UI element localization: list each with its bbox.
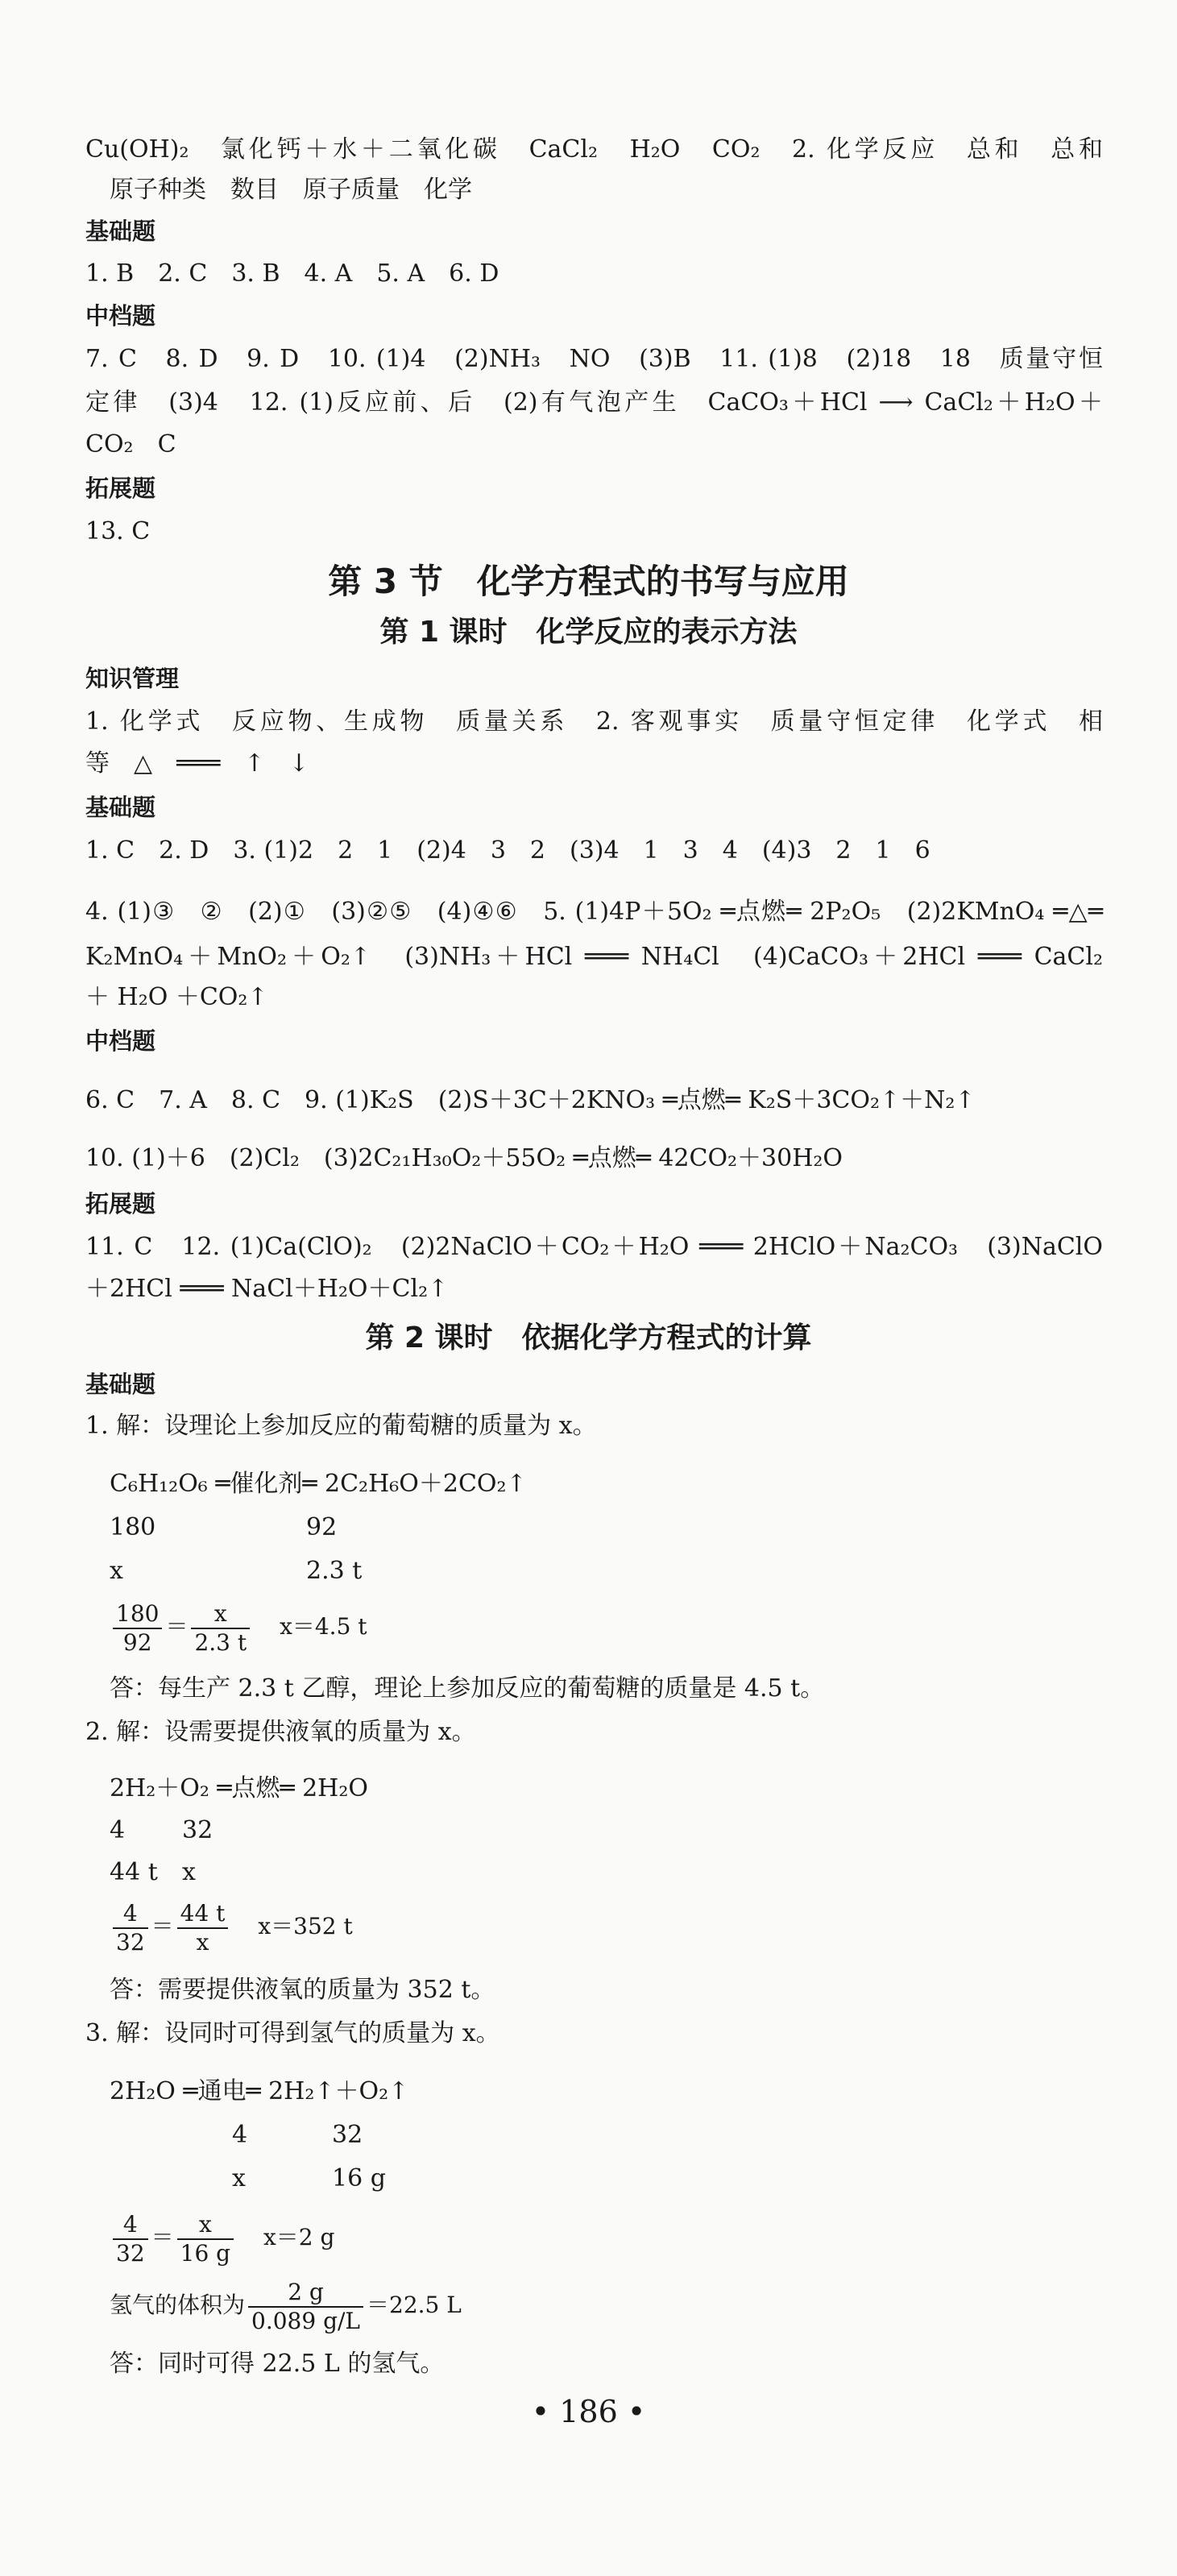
fraction: $\frac{2 g}{0.089 g/L}$	[248, 2279, 363, 2335]
fraction: $\frac{44 t}{x}$	[177, 1900, 229, 1956]
answer-statement: 答：同时可得 22.5 L 的氢气。	[110, 2350, 445, 2378]
result: x＝352 t	[258, 1913, 353, 1939]
answer-line: 10. (1)＋6 (2)Cl₂ (3)2C₂₁H₃₀O₂＋55O₂ ═点燃═ 42CO₂＋30H₂O	[85, 1144, 843, 1172]
answer-line: 6. C 7. A 8. C 9. (1)K₂S (2)S＋3C＋2KNO₃ ═点燃═ K₂S＋3CO₂↑＋N₂↑	[85, 1086, 976, 1114]
result: x＝4.5 t	[280, 1613, 367, 1640]
variable-mass: x	[110, 1557, 123, 1585]
molar-mass: 32	[332, 2121, 363, 2149]
variable-mass: 2.3 t	[306, 1557, 363, 1585]
answer-line: ＋ H₂O ＋CO₂↑	[85, 983, 268, 1011]
page-number: • 186 •	[531, 2394, 646, 2429]
section-heading-knowledge: 知识管理	[85, 665, 180, 692]
volume-calculation: 氢气的体积为 $\frac{2 g}{0.089 g/L}$ ＝22.5 L	[110, 2278, 462, 2334]
chemical-equation: C₆H₁₂O₆ ═催化剂═ 2C₂H₆O＋2CO₂↑	[110, 1470, 527, 1498]
answer-line: Cu(OH)₂ 氯化钙＋水＋二氧化碳 CaCl₂ H₂O CO₂ 2. 化学反应 总和 总和	[85, 135, 1103, 164]
fraction: $\frac{4}{32}$	[113, 2211, 148, 2267]
fraction: $\frac{180}{92}$	[113, 1600, 162, 1657]
lesson-title: 第 2 课时 依据化学方程式的计算	[365, 1321, 812, 1354]
answer-line: 1. 化学式 反应物、生成物 质量关系 2. 客观事实 质量守恒定律 化学式 相	[85, 707, 1103, 736]
answer-statement: 答：需要提供液氧的质量为 352 t。	[110, 1976, 495, 2004]
molar-mass: 4	[110, 1816, 126, 1844]
variable-mass: 16 g	[332, 2164, 386, 2192]
answer-line: 1. B 2. C 3. B 4. A 5. A 6. D	[85, 259, 499, 288]
answer-line: 13. C	[85, 517, 151, 545]
section-heading-mid: 中档题	[85, 302, 156, 330]
answer-statement: 答：每生产 2.3 t 乙醇，理论上参加反应的葡萄糖的质量是 4.5 t。	[110, 1674, 825, 1703]
proportion-equation: $\frac{4}{32}$ ＝ $\frac{44 t}{x}$ x＝352 t	[110, 1898, 1103, 1956]
answer-line: K₂MnO₄＋MnO₂＋O₂↑ (3)NH₃＋HCl ═══ NH₄Cl (4)CaCO₃＋2HCl ═══ CaCl₂	[85, 943, 1103, 971]
answer-line: 等 △ ═══ ↑ ↓	[85, 749, 309, 778]
variable-mass: 44 t	[110, 1858, 158, 1886]
variable-mass: x	[232, 2164, 246, 2192]
answer-line: 4. (1)③ ② (2)① (3)②⑤ (4)④⑥ 5. (1)4P＋5O₂ ═点燃═ 2P₂O₅ (2)2KMnO₄ ═△═	[85, 898, 1103, 926]
chemical-equation: 2H₂＋O₂ ═点燃═ 2H₂O	[110, 1774, 368, 1802]
section-heading-ext: 拓展题	[85, 1190, 156, 1217]
proportion-equation: $\frac{180}{92}$ ＝ $\frac{x}{2.3 t}$ x＝4.5 t	[110, 1599, 1103, 1657]
section-heading-basic: 基础题	[85, 794, 156, 821]
molar-mass: 180	[110, 1513, 156, 1541]
answer-line: 1. C 2. D 3. (1)2 2 1 (2)4 3 2 (3)4 1 3 4 (4)3 2 1 6	[85, 836, 930, 865]
answer-line: ＋2HCl ═══ NaCl＋H₂O＋Cl₂↑	[85, 1275, 449, 1303]
variable-mass: x	[182, 1858, 196, 1886]
fraction: $\frac{4}{32}$	[113, 1900, 148, 1956]
molar-mass: 32	[182, 1816, 213, 1844]
molar-mass: 4	[232, 2121, 248, 2149]
section-heading-mid: 中档题	[85, 1027, 156, 1055]
fraction: $\frac{x}{16 g}$	[177, 2211, 234, 2267]
answer-line: CO₂ C	[85, 430, 176, 458]
result: x＝2 g	[263, 2224, 335, 2250]
fraction: $\frac{x}{2.3 t}$	[191, 1600, 250, 1657]
solution-stem: 2. 解：设需要提供液氧的质量为 x。	[85, 1718, 476, 1746]
proportion-equation: $\frac{4}{32}$ ＝ $\frac{x}{16 g}$ x＝2 g	[110, 2209, 1103, 2267]
answer-line: 定律 (3)4 12. (1)反应前、后 (2)有气泡产生 CaCO₃＋HCl ⟶ CaCl₂＋H₂O＋	[85, 388, 1103, 417]
section-heading-basic: 基础题	[85, 218, 156, 245]
answer-line: 原子种类 数目 原子质量 化学	[110, 176, 472, 204]
solution-stem: 1. 解：设理论上参加反应的葡萄糖的质量为 x。	[85, 1412, 597, 1440]
section-heading-ext: 拓展题	[85, 475, 156, 502]
lesson-title: 第 1 课时 化学反应的表示方法	[379, 616, 798, 649]
molar-mass: 92	[306, 1513, 338, 1541]
section-heading-basic: 基础题	[85, 1371, 156, 1398]
section-title: 第 3 节 化学方程式的书写与应用	[328, 562, 849, 601]
chemical-equation: 2H₂O ═通电═ 2H₂↑＋O₂↑	[110, 2077, 409, 2105]
answer-line: 7. C 8. D 9. D 10. (1)4 (2)NH₃ NO (3)B 11. (1)8 (2)18 18 质量守恒	[85, 345, 1103, 373]
answer-line: 11. C 12. (1)Ca(ClO)₂ (2)2NaClO＋CO₂＋H₂O ═══ 2HClO＋Na₂CO₃ (3)NaClO	[85, 1233, 1103, 1261]
solution-stem: 3. 解：设同时可得到氢气的质量为 x。	[85, 2019, 500, 2047]
